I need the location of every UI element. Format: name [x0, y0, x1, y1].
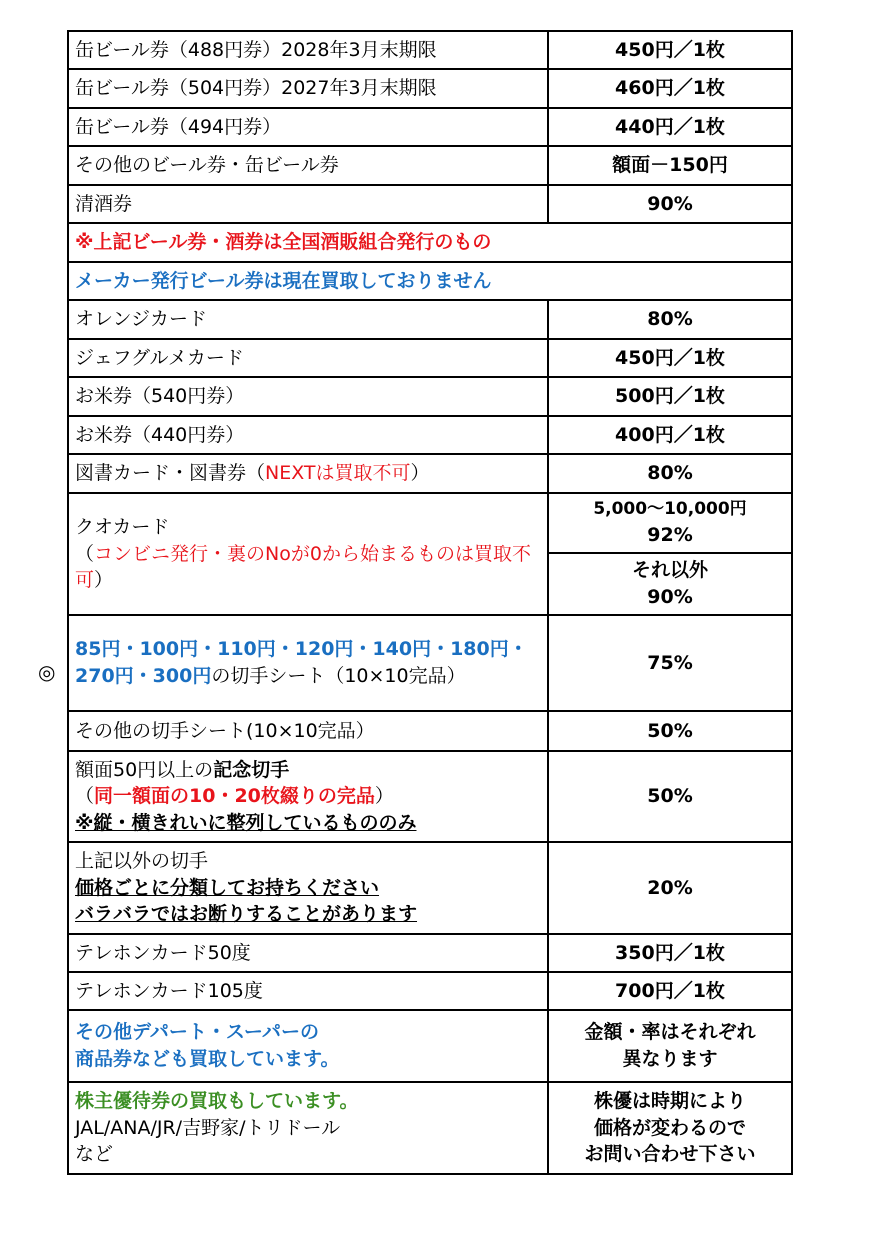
item-price: 75% [548, 615, 792, 711]
item-price: 440円／1枚 [548, 108, 792, 146]
quo-price-2-label: それ以外 [631, 559, 708, 582]
yutai-price [548, 1082, 792, 1174]
item-price: 50% [548, 751, 792, 842]
stamp-sheet-label [68, 615, 548, 711]
item-price: 460円／1枚 [548, 69, 792, 108]
table-row [68, 493, 792, 553]
item-label: 清酒券 [68, 185, 548, 223]
quo-price-2-rate: 90% [647, 586, 693, 608]
yutai-price-line3: お問い合わせ下さい [584, 1143, 756, 1166]
double-circle-marker: ◎ [38, 660, 56, 684]
yutai-price-line2: 価格が変わるので [593, 1116, 746, 1139]
table-row [68, 185, 792, 223]
dept-line2: 商品券なども買取しています。 [75, 1048, 340, 1070]
quo-price-2 [548, 553, 792, 615]
table-row [68, 751, 792, 842]
item-label: その他の切手シート(10×10完品） [68, 711, 548, 751]
item-label: お米券（440円券） [68, 416, 548, 454]
other-stamps-label [68, 842, 548, 934]
item-price: 20% [548, 842, 792, 934]
item-price: 350円／1枚 [548, 934, 792, 972]
item-label [68, 454, 548, 493]
note-blue: メーカー発行ビール券は現在買取しておりません [68, 262, 792, 300]
dept-line1: その他デパート・スーパーの [75, 1021, 319, 1044]
commemorative-close: ） [374, 785, 394, 808]
item-label: 缶ビール券（504円券）2027年3月末期限 [68, 69, 548, 108]
item-label: テレホンカード50度 [68, 934, 548, 972]
other-stamps-line2: 価格ごとに分類してお持ちください [75, 876, 380, 899]
book-note-red: NEXTは買取不可 [265, 462, 411, 485]
table-row [68, 31, 792, 69]
table-row [68, 1082, 792, 1174]
item-label: ジェフグルメカード [68, 339, 548, 377]
commemorative-line1b: 記念切手 [213, 758, 290, 781]
item-price: 400円／1枚 [548, 416, 792, 454]
other-stamps-line3: バラバラではお断りすることがあります [75, 903, 418, 926]
dept-price [548, 1010, 792, 1082]
item-price: 500円／1枚 [548, 377, 792, 416]
book-label-end: ） [410, 462, 430, 485]
commemorative-red: 同一額面の10・20枚綴りの完品 [94, 785, 375, 808]
table-row [68, 842, 792, 934]
yutai-price-line1: 株優は時期により [593, 1090, 746, 1113]
item-label: その他のビール券・缶ビール券 [68, 146, 548, 185]
quo-note-close: ） [94, 569, 114, 592]
quo-price-1-range: 5,000〜10,000円 [593, 498, 747, 519]
table-row [68, 615, 792, 711]
item-label: オレンジカード [68, 300, 548, 339]
item-price: 450円／1枚 [548, 339, 792, 377]
commemorative-line1a: 額面50円以上の [75, 758, 214, 781]
table-row [68, 146, 792, 185]
table-row [68, 934, 792, 972]
dept-price-line1: 金額・率はそれぞれ [584, 1021, 756, 1044]
commemorative-line3: ※縦・横きれいに整列しているもののみ [75, 811, 417, 834]
yutai-label [68, 1082, 548, 1174]
item-label: テレホンカード105度 [68, 972, 548, 1010]
stamp-sheet-rest: の切手シート（10×10完品） [211, 665, 466, 687]
dept-price-line2: 異なります [622, 1048, 718, 1070]
quo-label: クオカード [75, 516, 170, 539]
dept-label [68, 1010, 548, 1082]
item-price: 700円／1枚 [548, 972, 792, 1010]
note-red: ※上記ビール券・酒券は全国酒販組合発行のもの [68, 223, 792, 262]
stamp-denominations: 85円・100円・110円・120円・140円・180円・270円・300円 [75, 638, 528, 687]
quo-price-1 [548, 493, 792, 553]
quo-note-red: コンビニ発行・裏のNoが0から始まるものは買取不可 [75, 542, 531, 592]
quo-label-cell [68, 493, 548, 615]
yutai-line1: 株主優待券の買取もしています。 [75, 1090, 359, 1113]
table-row [68, 262, 792, 300]
item-label: お米券（540円券） [68, 377, 548, 416]
table-row [68, 711, 792, 751]
table-row [68, 223, 792, 262]
table-row [68, 108, 792, 146]
commemorative-open: （ [75, 785, 95, 808]
table-row [68, 1010, 792, 1082]
quo-note-open: （ [75, 542, 95, 565]
yutai-line3: など [75, 1143, 114, 1166]
item-price: 80% [548, 454, 792, 493]
item-label: 缶ビール券（488円券）2028年3月末期限 [68, 31, 548, 69]
quo-price-1-rate: 92% [647, 523, 693, 546]
item-price: 80% [548, 300, 792, 339]
item-price: 90% [548, 185, 792, 223]
other-stamps-line1: 上記以外の切手 [75, 850, 209, 873]
item-price: 450円／1枚 [548, 31, 792, 69]
table-row [68, 454, 792, 493]
price-table [67, 30, 793, 1175]
commemorative-label [68, 751, 548, 842]
table-row [68, 972, 792, 1010]
table-row [68, 339, 792, 377]
table-row [68, 377, 792, 416]
table-row [68, 416, 792, 454]
item-price: 額面－150円 [548, 146, 792, 185]
yutai-line2: JAL/ANA/JR/吉野家/トリドール [75, 1116, 341, 1139]
table-row [68, 69, 792, 108]
book-label: 図書カード・図書券（ [75, 462, 266, 485]
item-price: 50% [548, 711, 792, 751]
table-row [68, 300, 792, 339]
item-label: 缶ビール券（494円券） [68, 108, 548, 146]
